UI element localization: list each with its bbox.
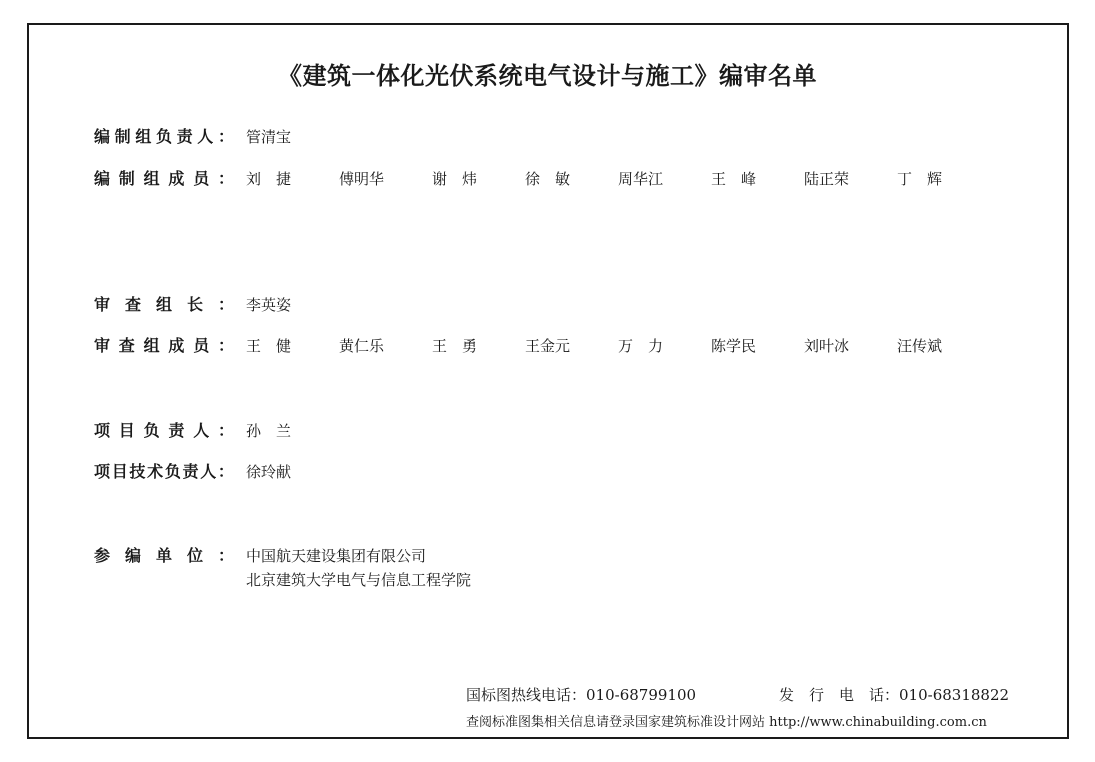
project-leader-label: 项 目 负 责 人 ：	[94, 421, 234, 440]
website-note: 查阅标准图集相关信息请登录国家建筑标准设计网站 http://www.chinabuilding.com.cn	[466, 715, 987, 730]
member-name: 傅明华	[339, 170, 385, 188]
member-name: 王 健	[246, 337, 292, 355]
member-name: 黄仁乐	[339, 337, 385, 355]
unit-name: 中国航天建设集团有限公司	[246, 547, 427, 565]
hotline	[466, 684, 696, 705]
review-members-label: 审 查 组 成 员 ：	[94, 336, 234, 355]
compile-leader-value: 管清宝	[246, 128, 292, 146]
compile-members-list	[246, 168, 990, 189]
project-tech-leader-value: 徐玲献	[246, 463, 292, 481]
member-name: 汪传斌	[897, 337, 943, 355]
review-leader-row	[94, 292, 291, 315]
project-tech-leader-label: 项 目 技 术 负 责 人 ：	[94, 462, 234, 481]
participating-units-list	[246, 544, 471, 592]
member-name: 谢 炜	[432, 170, 478, 188]
member-name: 陈学民	[711, 337, 757, 355]
compile-members-label: 编 制 组 成 员 ：	[94, 169, 234, 188]
review-leader-label: 审 查 组 长 ：	[94, 295, 234, 314]
member-name: 万 力	[618, 337, 664, 355]
project-leader-value: 孙 兰	[246, 422, 292, 440]
hotline-label: 国标图热线电话：	[466, 686, 587, 704]
participating-units-label: 参 编 单 位 ：	[94, 546, 234, 565]
unit-name: 北京建筑大学电气与信息工程学院	[246, 571, 472, 589]
member-name: 陆正荣	[804, 170, 850, 188]
review-members-row	[94, 333, 990, 356]
issue-phone-number: 010-68318822	[899, 686, 1010, 704]
participating-units-row	[94, 543, 471, 592]
hotline-number: 010-68799100	[586, 686, 697, 704]
project-tech-leader-row	[94, 459, 291, 482]
compile-members-row	[94, 166, 990, 189]
compile-leader-label: 编 制 组 负 责 人 ：	[94, 127, 234, 146]
member-name: 周华江	[618, 170, 664, 188]
review-members-list	[246, 335, 990, 356]
project-leader-row	[94, 418, 291, 441]
member-name: 王 峰	[711, 170, 757, 188]
document-title: 《建筑一体化光伏系统电气设计与施工》编审名单	[278, 62, 817, 90]
member-name: 王金元	[525, 337, 571, 355]
member-name: 刘叶冰	[804, 337, 850, 355]
review-leader-value: 李英姿	[246, 296, 292, 314]
compile-leader-row	[94, 124, 291, 147]
member-name: 丁 辉	[897, 170, 943, 188]
issue-phone-label: 发 行 电 话：	[779, 686, 900, 704]
member-name: 王 勇	[432, 337, 478, 355]
member-name: 徐 敏	[525, 170, 571, 188]
issue-phone	[779, 684, 1009, 705]
member-name: 刘 捷	[246, 170, 292, 188]
